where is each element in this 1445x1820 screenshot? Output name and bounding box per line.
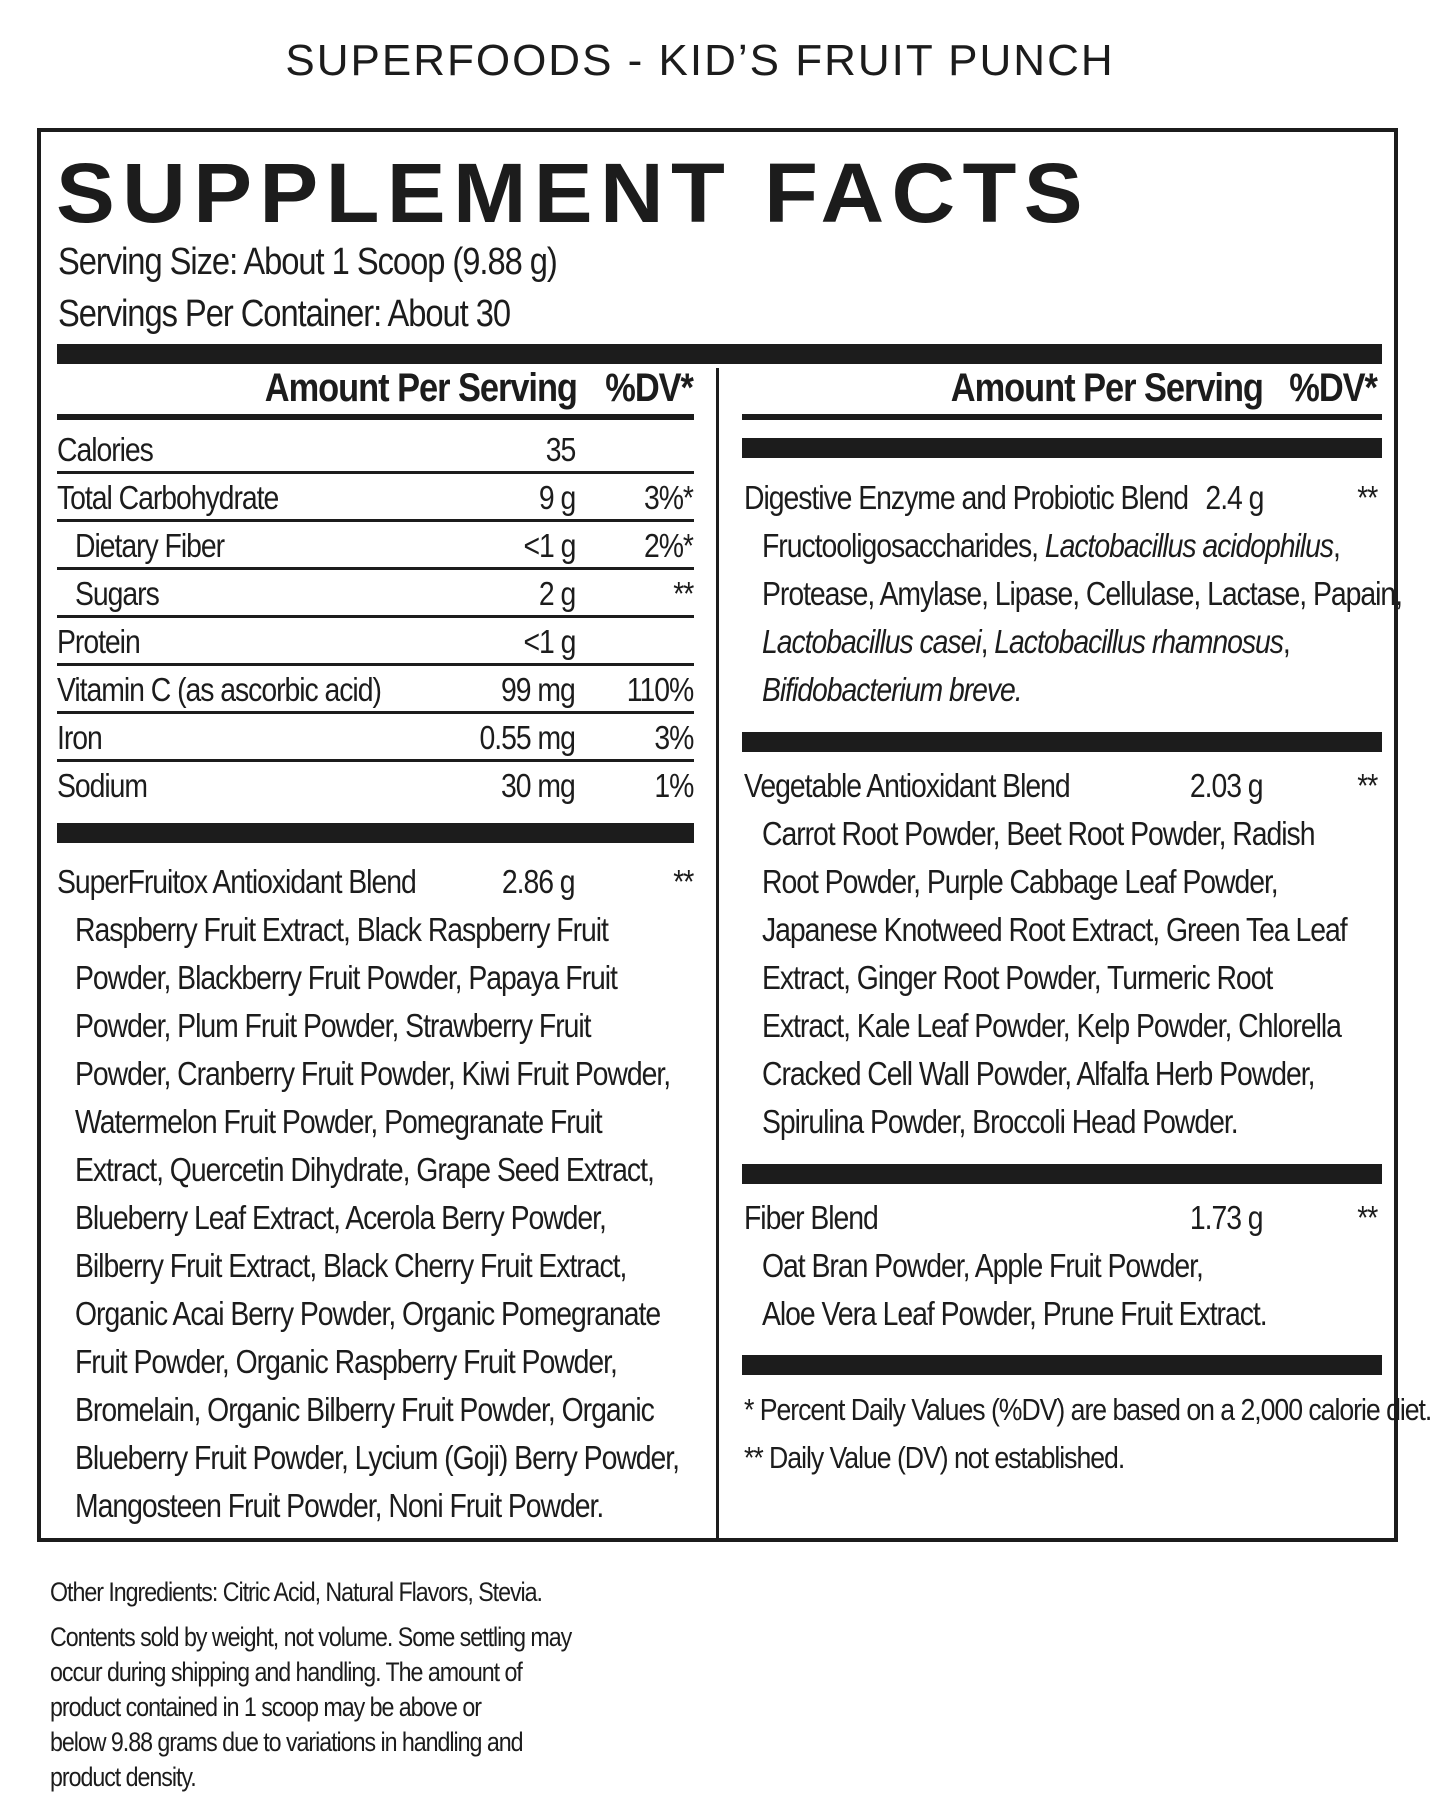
section-bar <box>742 438 1382 458</box>
amount-per-serving-header-right: Amount Per Serving <box>950 366 1263 410</box>
header-divider-bar <box>57 344 1382 364</box>
nutrient-dv: 3%* <box>644 479 693 516</box>
dv-header-right: %DV* <box>1289 366 1377 410</box>
nutrient-amount: 9 g <box>538 479 575 516</box>
nutrient-amount: 0.55 mg <box>479 719 575 756</box>
ingredient-text: , <box>1282 623 1290 660</box>
section-bar <box>742 1355 1382 1375</box>
blend-amount: 1.73 g <box>1190 1199 1263 1236</box>
left-header-rule <box>57 414 694 420</box>
blend-dv: ** <box>672 863 693 900</box>
ingredient-species: Lactobacillus rhamnosus <box>994 623 1283 660</box>
blend-amount: 2.86 g <box>502 863 575 900</box>
servings-per-container: Servings Per Container: About 30 <box>58 293 511 335</box>
blend-ingredient-line: Organic Acai Berry Powder, Organic Pomegranate <box>75 1295 661 1332</box>
blend-ingredient-line: Extract, Kale Leaf Powder, Kelp Powder, Chlorella <box>762 1007 1341 1044</box>
serving-size: Serving Size: About 1 Scoop (9.88 g) <box>58 241 557 283</box>
blend-ingredient-line: Spirulina Powder, Broccoli Head Powder. <box>762 1103 1238 1140</box>
blend-name: Digestive Enzyme and Probiotic Blend <box>744 479 1188 516</box>
row-rule <box>57 471 694 474</box>
blend-ingredient-line: Carrot Root Powder, Beet Root Powder, Radish <box>762 815 1315 852</box>
contents-note-line: Contents sold by weight, not volume. Some settling may <box>50 1622 572 1652</box>
blend-name: Fiber Blend <box>744 1199 878 1236</box>
nutrient-name: Sodium <box>57 767 148 804</box>
supplement-facts-heading: SUPPLEMENT FACTS <box>56 146 1090 240</box>
blend-ingredient-line: Fruit Powder, Organic Raspberry Fruit Powder, <box>75 1343 617 1380</box>
section-bar <box>742 732 1382 752</box>
blend-ingredient-line: Aloe Vera Leaf Powder, Prune Fruit Extract. <box>762 1295 1267 1332</box>
amount-per-serving-header-left: Amount Per Serving <box>264 366 577 410</box>
contents-note-line: product contained in 1 scoop may be above or <box>50 1692 481 1722</box>
row-rule <box>57 759 694 762</box>
blend-ingredient-line: Watermelon Fruit Powder, Pomegranate Fruit <box>75 1103 602 1140</box>
nutrient-name: Calories <box>57 431 153 468</box>
nutrient-dv: 1% <box>654 767 693 804</box>
nutrient-name: Sugars <box>75 575 159 612</box>
nutrient-amount: 99 mg <box>501 671 575 708</box>
section-bar <box>57 823 694 843</box>
ingredient-species: Lactobacillus acidophilus <box>1044 527 1333 564</box>
ingredient-species: Lactobacillus casei <box>762 623 981 660</box>
blend-ingredient-line: Powder, Blackberry Fruit Powder, Papaya Fruit <box>75 959 617 996</box>
footnote-dv-not-established: ** Daily Value (DV) not established. <box>744 1440 1125 1475</box>
blend-ingredient-line: Bromelain, Organic Bilberry Fruit Powder, Organic <box>75 1391 654 1428</box>
contents-note-line: product density. <box>50 1762 196 1792</box>
blend-ingredient-line: Root Powder, Purple Cabbage Leaf Powder, <box>762 863 1278 900</box>
blend-amount: 2.4 g <box>1205 479 1263 516</box>
other-ingredients: Other Ingredients: Citric Acid, Natural Flavors, Stevia. <box>50 1577 542 1607</box>
nutrient-name: Dietary Fiber <box>75 527 225 564</box>
blend-ingredient-line: Bilberry Fruit Extract, Black Cherry Fruit Extract, <box>75 1247 627 1284</box>
contents-note-line: below 9.88 grams due to variations in handling and <box>50 1727 523 1757</box>
ingredient-text: Fructooligosaccharides, <box>762 527 1045 564</box>
blend-ingredient-line: Bifidobacterium breve. <box>762 671 1022 708</box>
blend-ingredient-line: Cracked Cell Wall Powder, Alfalfa Herb Powder, <box>762 1055 1315 1092</box>
ingredient-text: , <box>1332 527 1340 564</box>
nutrient-dv: 2%* <box>644 527 693 564</box>
product-title: SUPERFOODS - KID’S FRUIT PUNCH <box>285 36 1115 85</box>
row-rule <box>57 711 694 714</box>
ingredient-text: , <box>980 623 995 660</box>
section-bar <box>742 1164 1382 1184</box>
blend-ingredient-line: Powder, Cranberry Fruit Powder, Kiwi Fruit Powder, <box>75 1055 671 1092</box>
blend-ingredient-line: Raspberry Fruit Extract, Black Raspberry Fruit <box>75 911 608 948</box>
blend-ingredient-line <box>762 526 1340 566</box>
nutrient-dv: ** <box>672 575 693 612</box>
nutrient-name: Vitamin C (as ascorbic acid) <box>57 671 381 708</box>
row-rule <box>57 663 694 666</box>
blend-amount: 2.03 g <box>1190 767 1263 804</box>
blend-ingredient-line <box>762 622 1290 662</box>
blend-ingredient-line: Protease, Amylase, Lipase, Cellulase, Lactase, Papain, <box>762 575 1402 612</box>
blend-name: SuperFruitox Antioxidant Blend <box>57 863 416 900</box>
blend-ingredient-line: Extract, Ginger Root Powder, Turmeric Root <box>762 959 1273 996</box>
nutrient-amount: 35 <box>545 431 575 468</box>
nutrient-amount: 2 g <box>538 575 575 612</box>
blend-ingredient-line: Blueberry Leaf Extract, Acerola Berry Powder, <box>75 1199 606 1236</box>
blend-ingredient-line: Mangosteen Fruit Powder, Noni Fruit Powder. <box>75 1487 604 1524</box>
row-rule <box>57 567 694 570</box>
row-rule <box>57 519 694 522</box>
nutrient-amount: 30 mg <box>501 767 575 804</box>
nutrient-name: Iron <box>57 719 102 756</box>
nutrient-amount: <1 g <box>523 527 575 564</box>
contents-note-line: occur during shipping and handling. The amount of <box>50 1657 522 1687</box>
right-header-rule <box>742 414 1382 420</box>
row-rule <box>57 615 694 618</box>
nutrient-dv: 3% <box>654 719 693 756</box>
nutrient-amount: <1 g <box>523 623 575 660</box>
blend-ingredient-line: Extract, Quercetin Dihydrate, Grape Seed Extract, <box>75 1151 654 1188</box>
blend-dv: ** <box>1356 1199 1377 1236</box>
dv-header-left: %DV* <box>605 366 693 410</box>
blend-ingredient-line: Blueberry Fruit Powder, Lycium (Goji) Berry Powder, <box>75 1439 680 1476</box>
blend-ingredient-line: Powder, Plum Fruit Powder, Strawberry Fruit <box>75 1007 591 1044</box>
footnote-percent-dv: * Percent Daily Values (%DV) are based on a 2,000 calorie diet. <box>744 1392 1432 1427</box>
nutrient-name: Protein <box>57 623 140 660</box>
nutrient-name: Total Carbohydrate <box>57 479 279 516</box>
nutrient-dv: 110% <box>626 671 693 708</box>
blend-dv: ** <box>1356 479 1377 516</box>
blend-name: Vegetable Antioxidant Blend <box>744 767 1070 804</box>
blend-dv: ** <box>1356 767 1377 804</box>
blend-ingredient-line: Oat Bran Powder, Apple Fruit Powder, <box>762 1247 1203 1284</box>
blend-ingredient-line: Japanese Knotweed Root Extract, Green Tea Leaf <box>762 911 1347 948</box>
column-divider <box>716 368 719 1540</box>
